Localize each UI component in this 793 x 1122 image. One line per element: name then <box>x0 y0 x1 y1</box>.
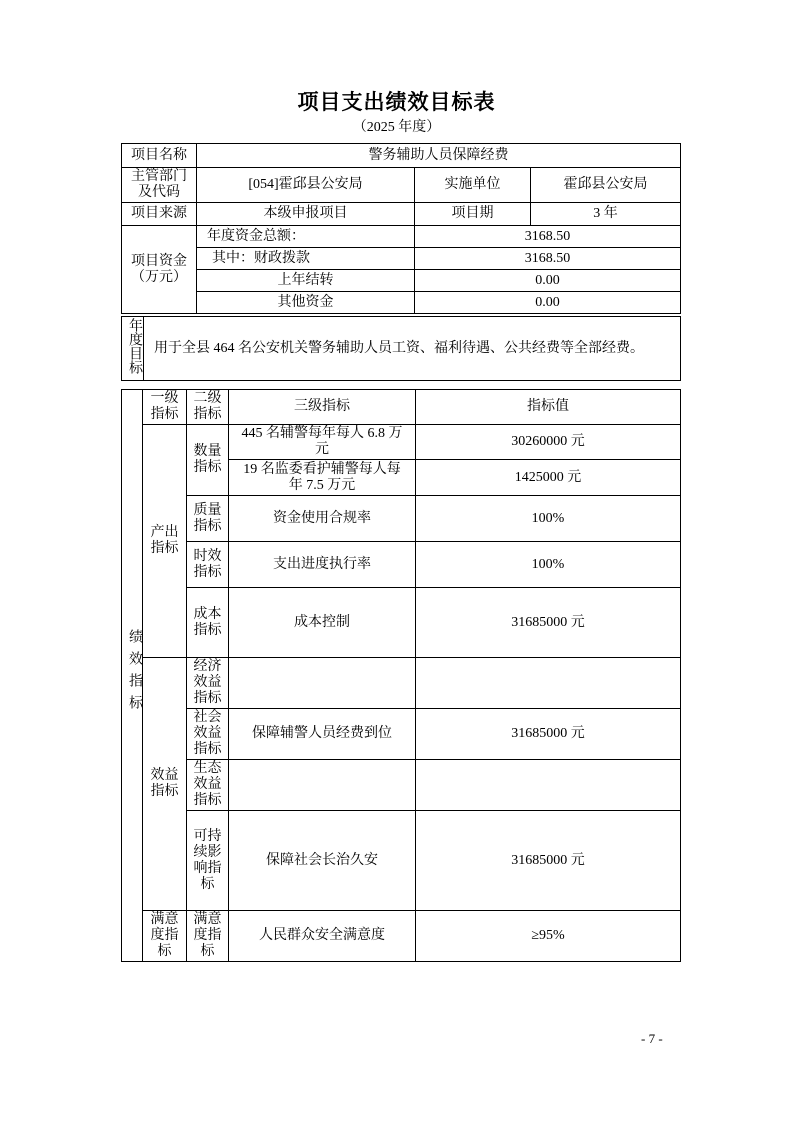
indicator-name-cell: 人民群众安全满意度 <box>229 911 416 962</box>
indicator-row <box>122 496 681 542</box>
period-label-cell: 项目期 <box>415 203 531 226</box>
indicator-row <box>122 760 681 811</box>
dept-label-cell: 主管部门及代码 <box>122 168 197 203</box>
social-indicator-label-cell: 社会效益指标 <box>187 709 229 760</box>
funding-row <box>122 292 681 314</box>
funding-row <box>122 270 681 292</box>
funding-other-value-cell: 0.00 <box>415 292 681 314</box>
dept-value-cell: [054]霍邱县公安局 <box>197 168 415 203</box>
period-value-cell: 3 年 <box>531 203 681 226</box>
impl-unit-label-cell: 实施单位 <box>415 168 531 203</box>
indicator-name-cell: 保障社会长治久安 <box>229 811 416 911</box>
indicator-row <box>122 425 681 460</box>
indicator-row <box>122 588 681 658</box>
indicator-row <box>122 542 681 588</box>
indicator-row <box>122 709 681 760</box>
project-name-value-cell: 警务辅助人员保障经费 <box>197 144 681 168</box>
source-value-cell: 本级申报项目 <box>197 203 415 226</box>
benefit-indicator-label-cell: 效益指标 <box>143 658 187 911</box>
header-level3-cell: 三级指标 <box>229 390 416 425</box>
project-name-row <box>122 144 681 168</box>
quality-indicator-label-cell: 质量指标 <box>187 496 229 542</box>
header-value-cell: 指标值 <box>416 390 681 425</box>
funding-carryover-value-cell: 0.00 <box>415 270 681 292</box>
funding-fiscal-value-cell: 3168.50 <box>415 248 681 270</box>
sustain-indicator-label-cell: 可持续影响指标 <box>187 811 229 911</box>
indicator-value-cell <box>416 760 681 811</box>
timeliness-indicator-label-cell: 时效指标 <box>187 542 229 588</box>
indicator-row <box>122 811 681 911</box>
indicators-table <box>121 389 681 962</box>
indicator-name-cell: 资金使用合规率 <box>229 496 416 542</box>
page-subtitle: （2025 年度） <box>352 120 441 135</box>
indicator-value-cell: 30260000 元 <box>416 425 681 460</box>
project-name-label-cell: 项目名称 <box>122 144 197 168</box>
indicator-value-cell: 1425000 元 <box>416 460 681 496</box>
economic-indicator-label-cell: 经济效益指标 <box>187 658 229 709</box>
annual-goal-table <box>121 316 681 381</box>
funding-total-label-cell: 年度资金总额： <box>197 226 415 248</box>
cost-indicator-label-cell: 成本指标 <box>187 588 229 658</box>
performance-outer-label: 绩效指标 <box>127 629 142 717</box>
indicator-value-cell <box>416 658 681 709</box>
indicators-header-row <box>122 390 681 425</box>
annual-goal-content-cell: 用于全县 464 名公安机关警务辅助人员工资、福利待遇、公共经费等全部经费。 <box>144 317 681 381</box>
annual-goal-label: 年度目标 <box>127 318 142 374</box>
page-number: - 7 - <box>641 1031 663 1046</box>
page-title: 项目支出绩效目标表 <box>297 90 496 114</box>
indicator-name-cell: 保障辅警人员经费到位 <box>229 709 416 760</box>
funding-label-cell: 项目资金（万元） <box>122 226 197 314</box>
annual-goal-label-cell <box>122 317 144 381</box>
indicator-value-cell: 31685000 元 <box>416 811 681 911</box>
indicator-name-cell <box>229 760 416 811</box>
funding-other-label-cell: 其他资金 <box>197 292 415 314</box>
indicator-row <box>122 911 681 962</box>
quantity-indicator-label-cell: 数量指标 <box>187 425 229 496</box>
project-info-table <box>121 143 681 314</box>
indicator-name-cell: 支出进度执行率 <box>229 542 416 588</box>
source-label-cell: 项目来源 <box>122 203 197 226</box>
satisfaction-level2-label-cell: 满意度指标 <box>187 911 229 962</box>
performance-outer-label-cell <box>122 390 143 962</box>
indicator-row <box>122 658 681 709</box>
header-level1-cell: 一级指标 <box>143 390 187 425</box>
indicator-value-cell: 100% <box>416 496 681 542</box>
source-row <box>122 203 681 226</box>
dept-row <box>122 168 681 203</box>
indicator-value-cell: 31685000 元 <box>416 709 681 760</box>
indicator-name-cell: 19 名监委看护辅警每人每年 7.5 万元 <box>229 460 416 496</box>
indicator-name-cell: 445 名辅警每年每人 6.8 万元 <box>229 425 416 460</box>
indicator-value-cell: 31685000 元 <box>416 588 681 658</box>
funding-row <box>122 248 681 270</box>
annual-goal-row <box>122 317 681 381</box>
funding-row <box>122 226 681 248</box>
funding-carryover-label-cell: 上年结转 <box>197 270 415 292</box>
indicator-name-cell: 成本控制 <box>229 588 416 658</box>
output-indicator-label-cell: 产出指标 <box>143 425 187 658</box>
indicator-name-cell <box>229 658 416 709</box>
header-level2-cell: 二级指标 <box>187 390 229 425</box>
satisfaction-level1-label-cell: 满意度指标 <box>143 911 187 962</box>
indicator-value-cell: ≥95% <box>416 911 681 962</box>
funding-total-value-cell: 3168.50 <box>415 226 681 248</box>
impl-unit-value-cell: 霍邱县公安局 <box>531 168 681 203</box>
funding-fiscal-label-cell: 其中：财政拨款 <box>197 248 415 270</box>
indicator-value-cell: 100% <box>416 542 681 588</box>
eco-indicator-label-cell: 生态效益指标 <box>187 760 229 811</box>
